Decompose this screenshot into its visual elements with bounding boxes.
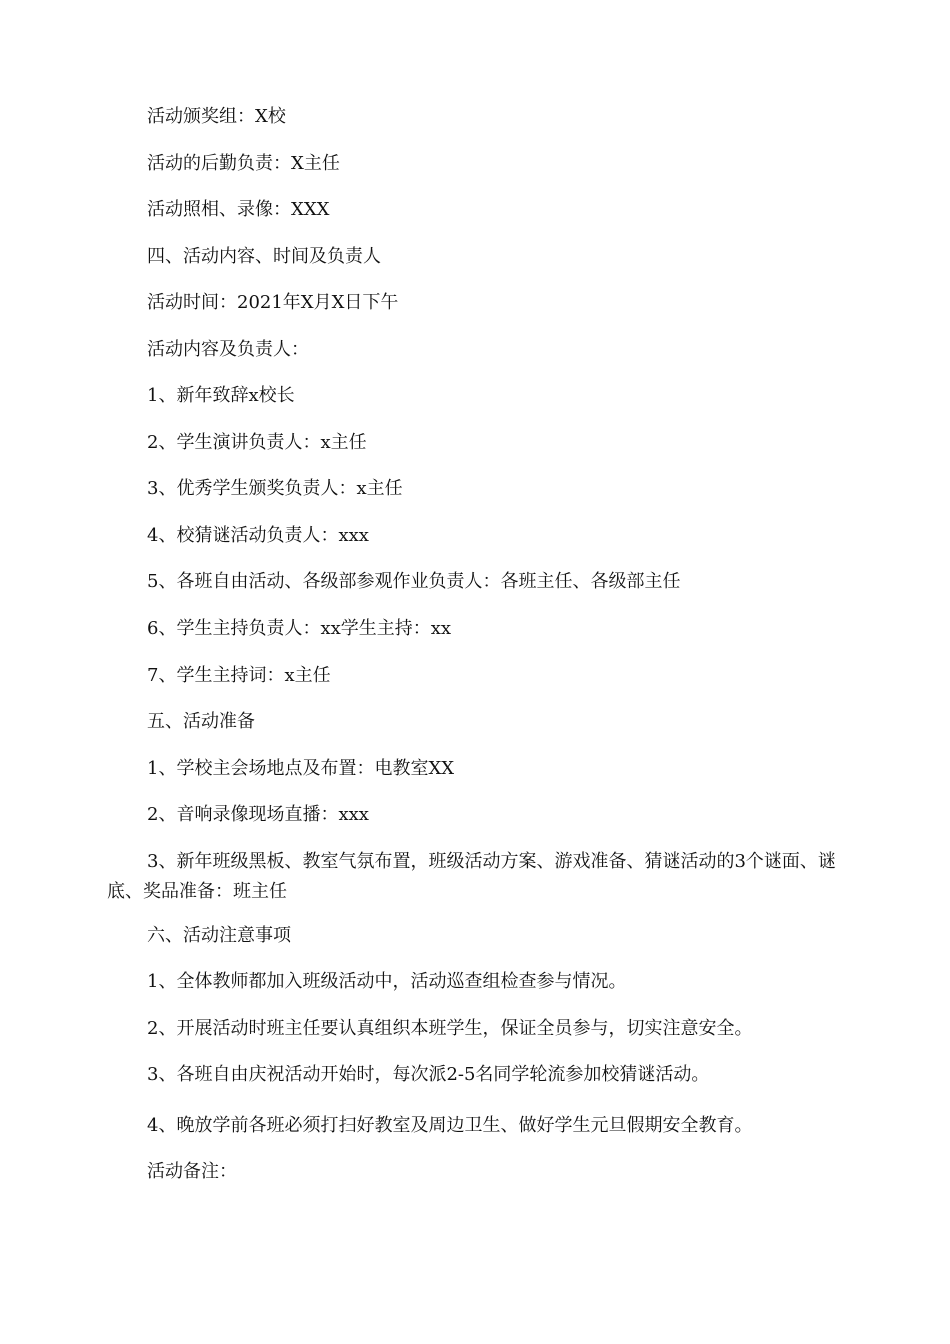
list-item-content-6: 6、学生主持负责人：xx学生主持：xx [147, 618, 452, 639]
paragraph-remarks: 活动备注： [147, 1161, 237, 1182]
paragraph-photo-video: 活动照相、录像：XXX [147, 199, 330, 220]
section-heading-content-time: 四、活动内容、时间及负责人 [147, 246, 381, 267]
paragraph-activity-time: 活动时间：2021年X月X日下午 [147, 292, 399, 313]
section-heading-preparation: 五、活动准备 [147, 711, 255, 732]
list-item-content-2: 2、学生演讲负责人：x主任 [147, 432, 367, 453]
list-item-notes-1: 1、全体教师都加入班级活动中，活动巡查组检查参与情况。 [147, 971, 627, 992]
list-item-preparation-1: 1、学校主会场地点及布置：电教室XX [147, 758, 455, 779]
list-item-content-7: 7、学生主持词：x主任 [147, 665, 331, 686]
list-item-content-5: 5、各班自由活动、各级部参观作业负责人：各班主任、各级部主任 [147, 571, 681, 592]
list-item-notes-2: 2、开展活动时班主任要认真组织本班学生，保证全员参与，切实注意安全。 [147, 1018, 753, 1039]
paragraph-awards-group: 活动颁奖组：X校 [147, 106, 286, 127]
list-item-content-1: 1、新年致辞x校长 [147, 385, 295, 406]
list-item-notes-3: 3、各班自由庆祝活动开始时，每次派2-5名同学轮流参加校猜谜活动。 [147, 1064, 710, 1085]
paragraph-logistics: 活动的后勤负责：X主任 [147, 153, 340, 174]
section-heading-notes: 六、活动注意事项 [147, 925, 291, 946]
list-item-preparation-2: 2、音响录像现场直播：xxx [147, 804, 369, 825]
list-item-content-3: 3、优秀学生颁奖负责人：x主任 [147, 478, 403, 499]
paragraph-content-owners: 活动内容及负责人： [147, 339, 309, 360]
list-item-content-4: 4、校猜谜活动负责人：xxx [147, 525, 369, 546]
list-item-preparation-3: 3、新年班级黑板、教室气氛布置，班级活动方案、游戏准备、猜谜活动的3个谜面、谜底、奖品准备：班主任 [107, 851, 836, 902]
list-item-notes-4: 4、晚放学前各班必须打扫好教室及周边卫生、做好学生元旦假期安全教育。 [147, 1115, 753, 1136]
